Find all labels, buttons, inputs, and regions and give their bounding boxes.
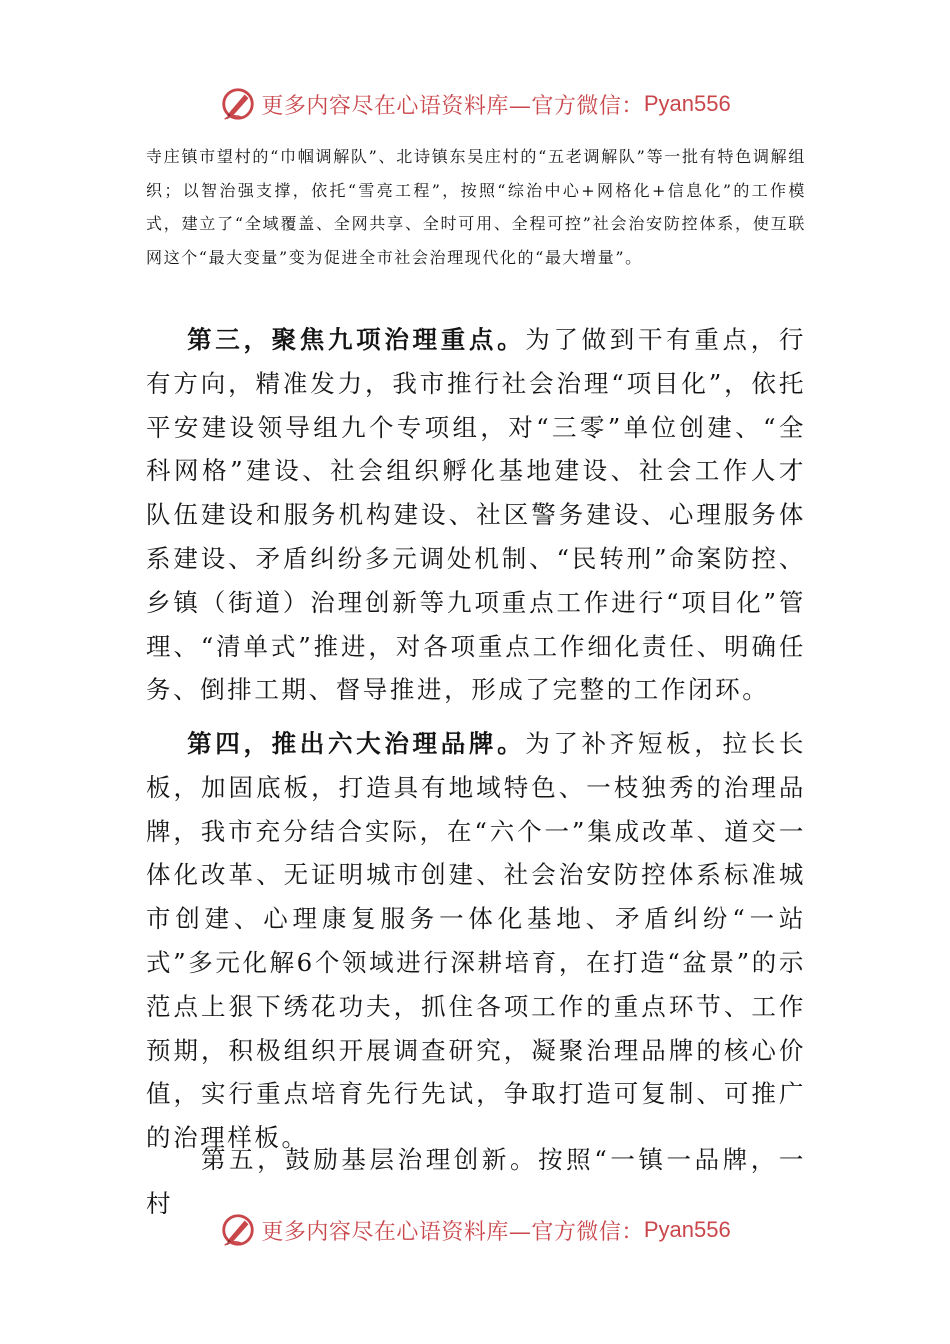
banner-text: 更多内容尽在心语资料库—官方微信： <box>261 93 644 119</box>
footer-watermark-banner <box>0 1210 950 1250</box>
banner-wechat-id: Pyan556 <box>643 91 731 116</box>
pen-circle-logo-icon <box>219 85 257 123</box>
paragraph-3-heading: 第三，聚焦九项治理重点。 <box>186 325 526 354</box>
banner-text: 更多内容尽在心语资料库—官方微信： <box>261 1219 644 1245</box>
paragraph-3-body: 为了做到干有重点，行有方向，精准发力，我市推行社会治理“项目化”，依托平安建设领导组九个专项组，对“三零”单位创建、“全科网格”建设、社会组织孵化基地建设、社会工作人才队伍建设和服务机构建设、社区警务建设、心理服务体系建设、矛盾纠纷多元调处机制、“民转刑”命案防控、乡镇（街道）治理创新等九项重点工作进行“项目化”管理、“清单式”推进，对各项重点工作细化责任、明确任务、倒排工期、督导推进，形成了完整的工作闭环。 <box>146 325 806 705</box>
pen-circle-logo-icon <box>219 1211 257 1249</box>
paragraph-3 <box>146 318 806 712</box>
paragraph-5-text: 第五，鼓励基层治理创新。按照“一镇一品牌，一村 <box>146 1145 806 1218</box>
paragraph-2-continuation: 寺庄镇市望村的“巾帼调解队”、北诗镇东吴庄村的“五老调解队”等一批有特色调解组织；以智治强支撑，依托“雪亮工程”，按照“综治中心+网格化+信息化”的工作模式，建立了“全域覆盖、全网共享、全时可用、全程可控”社会治安防控体系，使互联网这个“最大变量”变为促进全市社会治理现代化的“最大增量”。 <box>146 147 806 267</box>
banner-wechat-id: Pyan556 <box>643 1217 731 1242</box>
paragraph-4-body: 为了补齐短板，拉长长板，加固底板，打造具有地域特色、一枝独秀的治理品牌，我市充分结合实际，在“六个一”集成改革、道交一体化改革、无证明城市创建、社会治安防控体系标准城市创建、心理康复服务一体化基地、矛盾纠纷“一站式”多元化解6个领域进行深耕培育，在打造“盆景”的示范点上狠下绣花功夫，抓住各项工作的重点环节、工作预期，积极组织开展调查研究，凝聚治理品牌的核心价值，实行重点培育先行先试，争取打造可复制、可推广的治理样板。 <box>146 729 806 1153</box>
header-watermark-banner <box>0 84 950 124</box>
paragraph-4 <box>146 722 806 1160</box>
paragraph-4-heading: 第四，推出六大治理品牌。 <box>186 729 526 758</box>
